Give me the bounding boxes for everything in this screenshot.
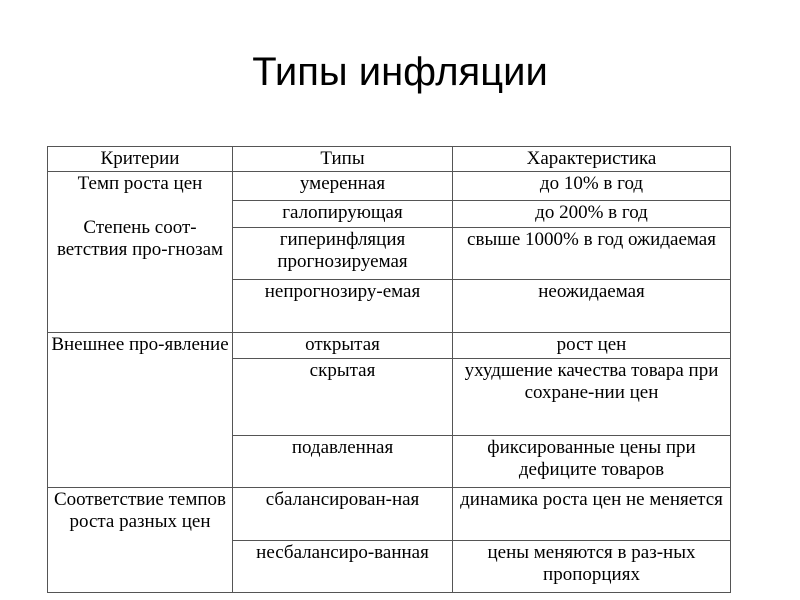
- characteristic-cell: неожидаемая: [453, 280, 731, 332]
- header-characteristic: Характеристика: [453, 147, 731, 172]
- type-cell: скрытая: [233, 358, 453, 435]
- characteristic-cell: свыше 1000% в год ожидаемая: [453, 227, 731, 279]
- type-cell: несбалансиро-ванная: [233, 540, 453, 593]
- slide-title: Типы инфляции: [252, 50, 548, 94]
- characteristic-cell: фиксированные цены при дефиците товаров: [453, 435, 731, 487]
- table-row: [48, 332, 731, 358]
- characteristic-cell: цены меняются в раз-ных пропорциях: [453, 540, 731, 593]
- characteristic-cell: до 10% в год: [453, 172, 731, 201]
- characteristic-cell: рост цен: [453, 332, 731, 358]
- type-cell: сбалансирован-ная: [233, 488, 453, 540]
- type-cell: непрогнозиру-емая: [233, 280, 453, 332]
- table-row: [48, 488, 731, 540]
- header-types: Типы: [233, 147, 453, 172]
- characteristic-cell: динамика роста цен не меняется: [453, 488, 731, 540]
- table-header-row: [48, 147, 731, 172]
- criteria-price-growth-rate: Темп роста цен: [77, 173, 203, 195]
- criteria-price-growth-correspondence: Соответствие темпов роста разных цен: [48, 488, 233, 593]
- criteria-forecast-match: Степень соот-ветствия про-гнозам: [56, 217, 224, 261]
- type-cell: гиперинфляция прогнозируемая: [233, 227, 453, 279]
- type-cell: подавленная: [233, 435, 453, 487]
- inflation-types-table: [47, 146, 731, 593]
- type-cell: галопирующая: [233, 201, 453, 227]
- type-cell: умеренная: [233, 172, 453, 201]
- type-cell: открытая: [233, 332, 453, 358]
- characteristic-cell: ухудшение качества товара при сохране-нии цен: [453, 358, 731, 435]
- criteria-external-manifestation: Внешнее про-явление: [48, 332, 233, 487]
- header-criteria: Критерии: [48, 147, 233, 172]
- table-row: [48, 172, 731, 201]
- characteristic-cell: до 200% в год: [453, 201, 731, 227]
- criteria-cell-rate-forecast: [48, 172, 233, 332]
